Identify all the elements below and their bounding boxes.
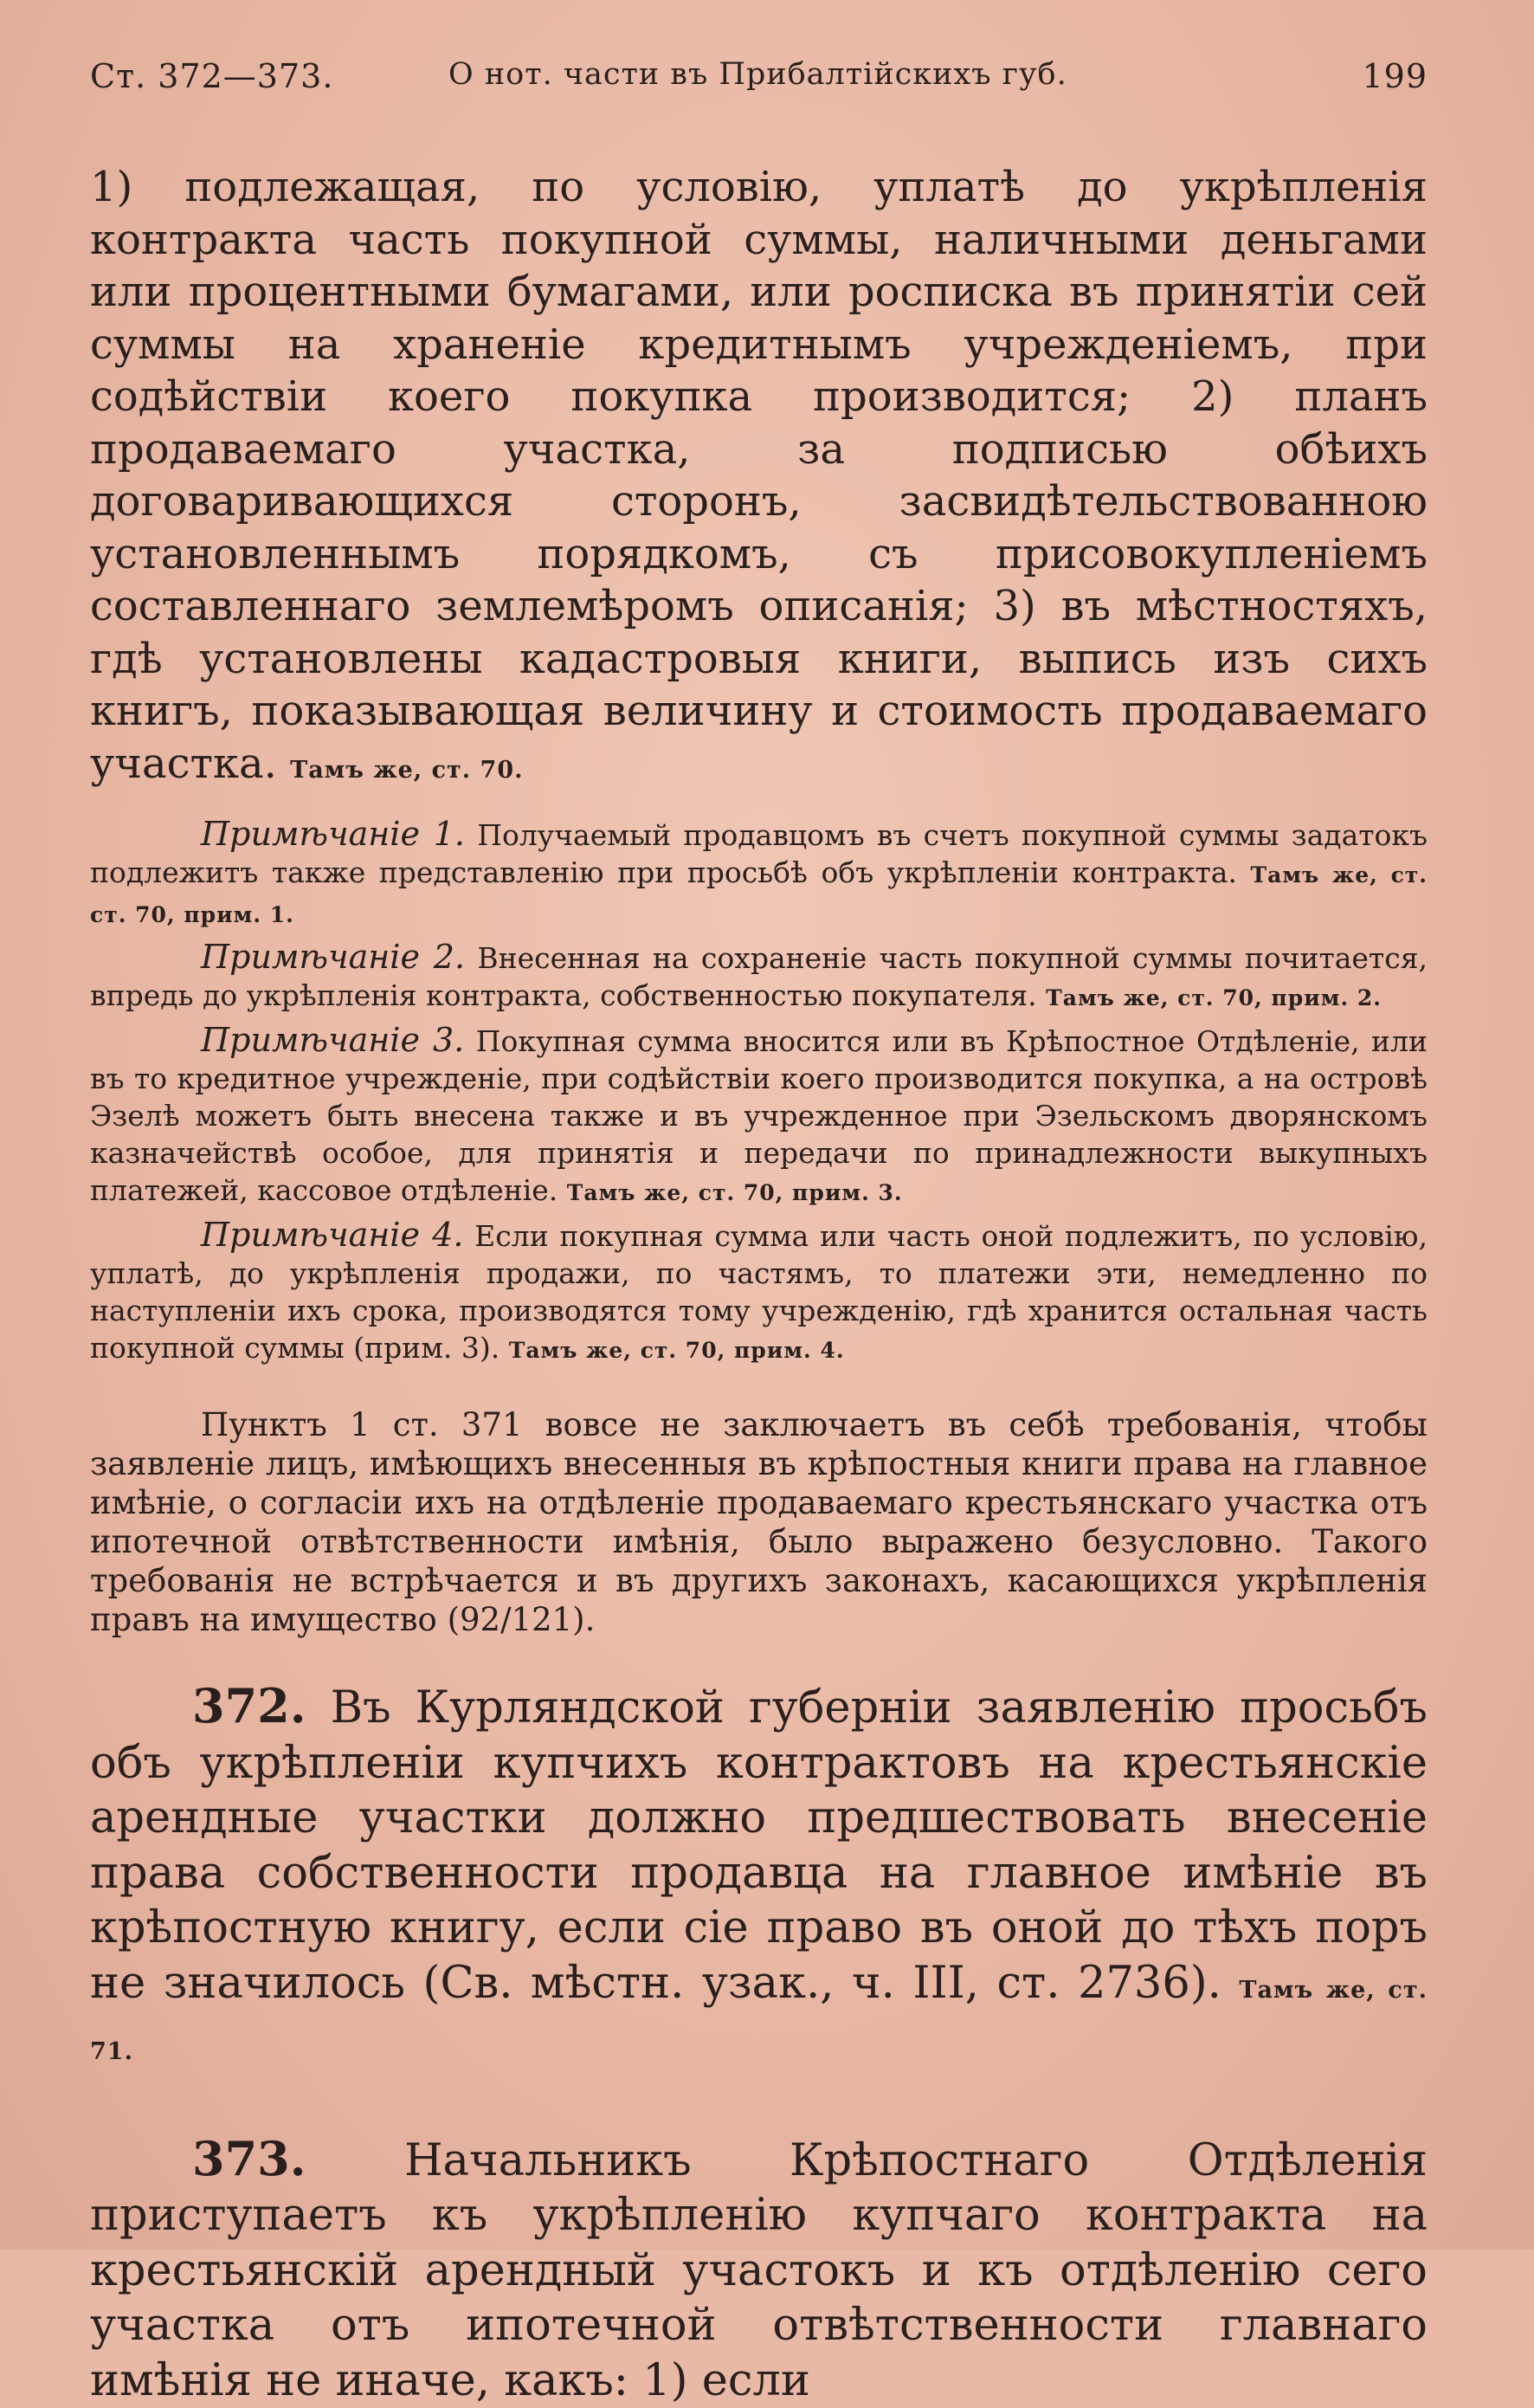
note-2-reference: Тамъ же, ст. 70, прим. 2. xyxy=(1046,985,1382,1010)
article-373 xyxy=(90,2132,1428,2408)
note-3-reference: Тамъ же, ст. 70, прим. 3. xyxy=(567,1180,903,1205)
note-4-label: Примѣчанiе 4. xyxy=(201,1216,463,1254)
article-372-reference: Тамъ же, ст. 71. xyxy=(90,1977,1428,2066)
note-4-reference: Тамъ же, ст. 70, прим. 4. xyxy=(509,1338,845,1363)
header-section-title: О нот. части въ Прибалтiйскихъ губ. xyxy=(448,57,1067,92)
note-1-label: Примѣчанiе 1. xyxy=(201,815,465,853)
article-373-number: 373. xyxy=(192,2131,306,2186)
note-1-text: Получаемый продавцомъ въ счетъ покупной суммы задатокъ подлежитъ также представленiю при просьбѣ объ укрѣпленiи контракта. xyxy=(90,818,1428,889)
note-4 xyxy=(90,1217,1428,1369)
article-372-number: 372. xyxy=(192,1678,306,1733)
note-4-text: Если покупная сумма или часть оной подлежитъ, по условiю, уплатѣ, до укрѣпленiя продажи, по частямъ, то платежи эти, немедленно по наступленiи ихъ срока, производятся тому учрежденiю, гдѣ хранится остальная часть покупной суммы (прим. 3). xyxy=(90,1219,1428,1365)
note-1 xyxy=(90,816,1428,933)
source-reference: Тамъ же, ст. 70. xyxy=(290,757,523,784)
note-3 xyxy=(90,1022,1428,1211)
note-3-label: Примѣчанiе 3. xyxy=(201,1021,464,1059)
continued-paragraph xyxy=(90,161,1428,797)
running-header xyxy=(90,57,1428,109)
note-2 xyxy=(90,939,1428,1017)
page-number: 199 xyxy=(1362,57,1428,95)
page-content xyxy=(90,161,1428,2408)
note-1-reference: Тамъ же, ст. ст. 70, прим. 1. xyxy=(90,862,1428,927)
commentary-paragraph: Пунктъ 1 ст. 371 вовсе не заключаетъ въ себѣ требованiя, чтобы заявленiе лицъ, имѣющихъ внесенныя въ крѣпостныя книги права на главное имѣнiе, о согласiи ихъ на отдѣленiе продаваемаго крестьянскаго участка отъ ипотечной отвѣтственности имѣнiя, было выражено безусловно. Такого требованiя не встрѣчается и въ другихъ законахъ, касающихся укрѣпленiя правъ на имущество (92/121). xyxy=(90,1405,1428,1639)
header-article-range: Ст. 372—373. xyxy=(90,57,333,95)
note-2-label: Примѣчанiе 2. xyxy=(201,938,465,976)
continued-paragraph-text: 1) подлежащая, по условiю, уплатѣ до укрѣпленiя контракта часть покупной суммы, наличными деньгами или процентными бумагами, или росписка въ принятiи сей суммы на храненiе кредитнымъ учрежденiемъ, при содѣйствiи коего покупка производится; 2) планъ продаваемаго участка, за подписью обѣихъ договаривающихся сторонъ, засвидѣтельствованною установленнымъ порядкомъ, съ присовокупленiемъ составленнаго землемѣромъ описанiя; 3) въ мѣстностяхъ, гдѣ установлены кадастровыя книги, выпись изъ сихъ книгъ, показывающая величину и стоимость продаваемаго участка. xyxy=(90,163,1428,788)
article-373-text: Начальникъ Крѣпостнаго Отдѣленiя приступаетъ къ укрѣпленiю купчаго контракта на крестьянскiй арендный участокъ и къ отдѣленiю сего участка отъ ипотечной отвѣтственности главнаго имѣнiя не иначе, какъ: 1) если xyxy=(90,2135,1428,2406)
article-372-text: Въ Курляндской губернiи заявленiю просьбъ объ укрѣпленiи купчихъ контрактовъ на крестьянскiе арендные участки должно предшествовать внесенiе права собственности продавца на главное имѣнiе въ крѣпостную книгу, если сiе право въ оной до тѣхъ поръ не значилось (Св. мѣстн. узак., ч. III, ст. 2736). xyxy=(90,1682,1428,2009)
article-372 xyxy=(90,1679,1428,2080)
note-2-text: Внесенная на сохраненiе часть покупной суммы почитается, впредь до укрѣпленiя контракта, собственностью покупателя. xyxy=(90,941,1428,1012)
note-3-text: Покупная сумма вносится или въ Крѣпостное Отдѣленiе, или въ то кредитное учрежденiе, при содѣйствiи коего производится покупка, а на островѣ Эзелѣ можетъ быть внесена также и въ учрежденное при Эзельскомъ дворянскомъ казначействѣ особое, для принятiя и передачи по принадлежности выкупныхъ платежей, кассовое отдѣленiе. xyxy=(90,1024,1428,1207)
